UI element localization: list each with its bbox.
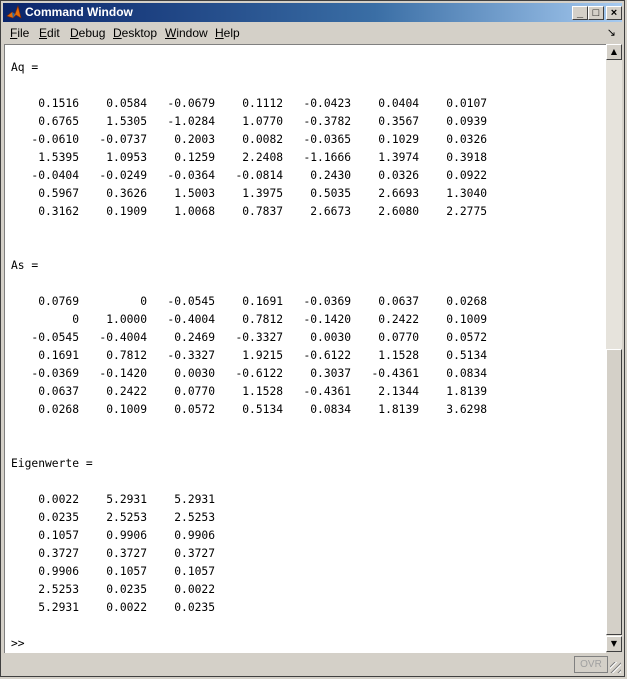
arrow-down-icon: ▼ [610,639,618,648]
close-button[interactable] [606,6,622,20]
console-area[interactable] [4,44,606,653]
title-bar[interactable] [3,3,622,22]
minimize-button[interactable] [572,6,588,20]
window-title: Command Window [25,5,133,19]
resize-grip-icon[interactable] [610,662,621,673]
maximize-icon: □ [592,7,600,19]
menu-edit[interactable]: Edit [39,26,60,40]
menu-desktop[interactable]: Desktop [113,26,158,40]
menu-debug[interactable]: Debug [70,26,106,40]
menu-window[interactable]: Window [165,26,208,40]
console-output[interactable]: Aq = 0.1516 0.0584 -0.0679 0.1112 -0.0423 0.0404 0.0107 0.6765 1.5305 -1.0284 1.0770 -0.3782 0.3567 0.0939 -0.0610 -0.0737 0.2003 0.0082 -0.0365 0.1029 0.0326 1.5395 1.0953 0.1259 2.2408 -1.1666 1.3974 0.3918 -0.0404 -0.0249 -0.0364 -0.0814 0.2430 0.0326 0.0922 0.5967 0.3626 1.5003 1.3975 0.5035 2.6693 1.3040 0.3162 0.1909 1.0068 0.7837 2.6673 2.6080 2.2775 As = 0.0769 0 -0.0545 0.1691 -0.0369 0.0637 0.0268 0 1.0000 -0.4004 0.7812 -0.1420 0.2422 0.1009 -0.0545 -0.4004 0.2469 -0.3327 0.0030 0.0770 0.0572 0.1691 0.7812 -0.3327 1.9215 -0.6122 1.1528 0.5134 -0.0369 -0.1420 0.0030 -0.6122 0.3037 -0.4361 0.0834 0.0637 0.2422 0.0770 1.1528 -0.4361 2.1344 1.8139 0.0268 0.1009 0.0572 0.5134 0.0834 1.8139 3.6298 Eigenwerte = 0.0022 5.2931 5.2931 0.0235 2.5253 2.5253 0.1057 0.9906 0.9906 0.3727 0.3727 0.3727 0.9906 0.1057 0.1057 2.5253 0.0235 0.0022 5.2931 0.0022 0.0235 >> [11,61,488,650]
matlab-logo-icon [6,5,22,20]
scroll-down-button[interactable] [606,636,622,652]
arrow-up-icon: ▲ [610,47,618,56]
ovr-indicator: OVR [574,656,608,673]
vertical-scrollbar[interactable] [606,44,622,652]
dock-icon[interactable]: ↘ [606,27,616,39]
scroll-up-button[interactable] [606,44,622,60]
minimize-icon: _ [576,7,584,19]
menu-file[interactable]: File [10,26,30,40]
close-icon: × [610,7,618,19]
status-bar [3,654,622,674]
menu-help[interactable]: Help [215,26,240,40]
maximize-button[interactable] [588,6,604,20]
scroll-thumb[interactable] [606,349,622,635]
menu-bar [3,23,622,43]
